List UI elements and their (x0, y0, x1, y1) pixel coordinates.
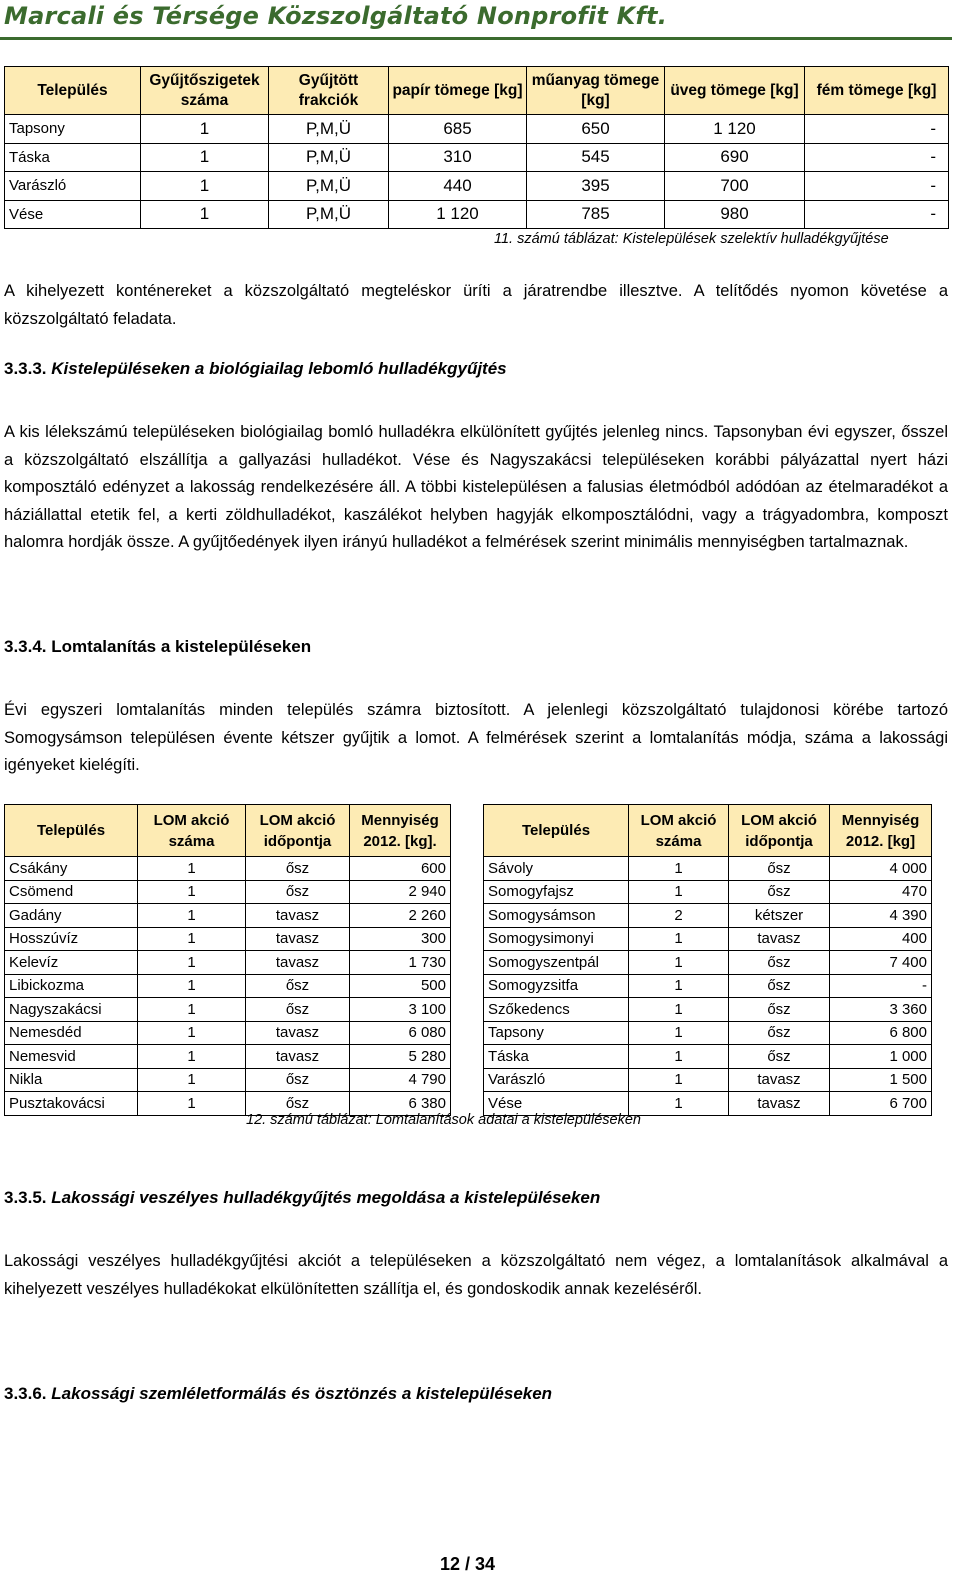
table-row (5, 1021, 451, 1045)
table-cell: 690 (665, 143, 805, 172)
table-cell: 1 (138, 1021, 246, 1045)
paragraph-bulky-waste: Évi egyszeri lomtalanítás minden település számra biztosított. A jelenlegi közszolgáltató tulajdonosi körébe tartozó Somogysámson településen évente kétszer gyűjtik a lomot. A felmérések szerint a lomtalanítás módja, száma a lakossági igényeket kielégíti. (4, 701, 948, 774)
table-cell: 1 (629, 1021, 729, 1045)
table-cell: 1 (141, 172, 269, 201)
table-cell: ősz (729, 974, 830, 998)
table-cell: 1 120 (389, 200, 527, 229)
table-cell: 300 (350, 927, 451, 951)
table-cell: P,M,Ü (269, 143, 389, 172)
column-header: Település (484, 805, 629, 857)
table-cell: 6 380 (350, 1092, 451, 1116)
table-cell: Somogyszentpál (484, 951, 629, 975)
table-cell: 2 (629, 904, 729, 928)
table-cell: 1 (629, 1045, 729, 1069)
table-cell: 6 080 (350, 1021, 451, 1045)
section-number: 3.3.5. (4, 1188, 47, 1207)
table-cell: Varászló (5, 172, 141, 201)
table-row (5, 1068, 451, 1092)
table-cell: 6 700 (830, 1092, 932, 1116)
table-cell: ősz (246, 998, 350, 1022)
table-cell: Gadány (5, 904, 138, 928)
table-caption: 11. számú táblázat: Kistelepülések szelektív hulladékgyűjtése (494, 231, 889, 247)
table-cell: Varászló (484, 1068, 629, 1092)
table-cell: Nikla (5, 1068, 138, 1092)
section-number: 3.3.4. (4, 637, 47, 656)
table-cell: 1 (629, 951, 729, 975)
table-cell: 1 000 (830, 1045, 932, 1069)
table-header-row (484, 805, 932, 857)
selective-collection-table (4, 66, 949, 229)
table-cell: 440 (389, 172, 527, 201)
table-cell: 1 120 (665, 115, 805, 144)
section-number: 3.3.3. (4, 359, 47, 378)
table-cell: Somogysimonyi (484, 927, 629, 951)
table-cell: tavasz (246, 904, 350, 928)
table-row (5, 172, 949, 201)
page-number: 12 / 34 (440, 1554, 496, 1574)
table-cell: ősz (729, 857, 830, 881)
table-cell: Vése (484, 1092, 629, 1116)
table-cell: 1 (629, 998, 729, 1022)
table-cell: Táska (484, 1045, 629, 1069)
table-cell: 1 (138, 951, 246, 975)
table-cell: 1 (138, 998, 246, 1022)
table-cell: 600 (350, 857, 451, 881)
table-cell: 545 (527, 143, 665, 172)
table-row (484, 904, 932, 928)
table-row (5, 115, 949, 144)
table-cell: 500 (350, 974, 451, 998)
table-cell: Nagyszakácsi (5, 998, 138, 1022)
section-title: Lomtalanítás a kistelepüléseken (51, 637, 312, 656)
table-cell: P,M,Ü (269, 172, 389, 201)
table-cell: 1 (141, 143, 269, 172)
table-row (484, 927, 932, 951)
table-row (484, 857, 932, 881)
table-cell: 4 000 (830, 857, 932, 881)
table-cell: kétszer (729, 904, 830, 928)
table-cell: 980 (665, 200, 805, 229)
table-header-row (5, 67, 949, 115)
table-cell: Vése (5, 200, 141, 229)
table-cell: 785 (527, 200, 665, 229)
table-cell: tavasz (729, 927, 830, 951)
table-cell: Somogysámson (484, 904, 629, 928)
table-row (484, 1068, 932, 1092)
column-header: LOM akció száma (629, 805, 729, 857)
table-cell: 1 730 (350, 951, 451, 975)
table-cell: ősz (246, 974, 350, 998)
table-cell: tavasz (246, 1045, 350, 1069)
table-cell: Pusztakovácsi (5, 1092, 138, 1116)
paragraph-hazardous: Lakossági veszélyes hulladékgyűjtési akciót a településeken a közszolgáltató nem végez, a lomtalanítások alkalmával a kihelyezett veszélyes hulladékokat elkülönítetten szállítja el, és gondoskodik annak kezeléséről. (4, 1252, 948, 1298)
table-row (5, 1045, 451, 1069)
table-cell: P,M,Ü (269, 200, 389, 229)
page-header-title: Marcali és Térsége Közszolgáltató Nonprofit Kft. (4, 2, 668, 30)
table-row (484, 1021, 932, 1045)
table-cell: tavasz (246, 927, 350, 951)
table-row (5, 857, 451, 881)
table-cell: - (830, 974, 932, 998)
table-cell: Nemesvid (5, 1045, 138, 1069)
table-cell: Csömend (5, 880, 138, 904)
table-cell: - (805, 143, 949, 172)
table-cell: 1 (629, 974, 729, 998)
column-header: Település (5, 67, 141, 115)
column-header: műanyag tömege [kg] (527, 67, 665, 115)
table-row (5, 974, 451, 998)
table-cell: 395 (527, 172, 665, 201)
column-header: Mennyiség 2012. [kg] (830, 805, 932, 857)
table-cell: 1 (138, 904, 246, 928)
table-row (5, 998, 451, 1022)
table-cell: ősz (729, 880, 830, 904)
paragraph-container-emptying: A kihelyezett konténereket a közszolgáltató megteléskor üríti a járatrendbe illesztve. A telítődés nyomon követése a közszolgáltató feladata. (4, 282, 948, 328)
column-header: Település (5, 805, 138, 857)
table-cell: 700 (665, 172, 805, 201)
table-cell: ősz (246, 1092, 350, 1116)
table-row (5, 927, 451, 951)
table-cell: 1 500 (830, 1068, 932, 1092)
table-cell: 1 (141, 115, 269, 144)
table-cell: 1 (629, 927, 729, 951)
table-cell: - (805, 115, 949, 144)
section-heading-hazardous (4, 1188, 600, 1208)
table-cell: 5 280 (350, 1045, 451, 1069)
section-title: Lakossági veszélyes hulladékgyűjtés megoldása a kistelepüléseken (51, 1188, 601, 1207)
table-cell: 2 260 (350, 904, 451, 928)
table-row (5, 904, 451, 928)
table-cell: P,M,Ü (269, 115, 389, 144)
table-cell: 470 (830, 880, 932, 904)
table-cell: 1 (138, 974, 246, 998)
table-row (484, 974, 932, 998)
table-cell: 4 390 (830, 904, 932, 928)
table-cell: 6 800 (830, 1021, 932, 1045)
table-cell: ősz (729, 998, 830, 1022)
table-cell: 1 (138, 857, 246, 881)
table-row (484, 951, 932, 975)
column-header: LOM akció száma (138, 805, 246, 857)
table-cell: 1 (138, 1045, 246, 1069)
table-cell: Somogyfajsz (484, 880, 629, 904)
table-cell: tavasz (246, 951, 350, 975)
table-cell: 1 (138, 927, 246, 951)
table-cell: - (805, 172, 949, 201)
table-cell: 1 (138, 880, 246, 904)
table-cell: Hosszúvíz (5, 927, 138, 951)
table-cell: ősz (246, 857, 350, 881)
table-cell: ősz (729, 1045, 830, 1069)
table-cell: - (805, 200, 949, 229)
section-heading-awareness (4, 1384, 552, 1404)
table-cell: Somogyzsitfa (484, 974, 629, 998)
table-cell: tavasz (246, 1021, 350, 1045)
table-cell: 1 (629, 857, 729, 881)
column-header: LOM akció időpontja (246, 805, 350, 857)
table-cell: 2 940 (350, 880, 451, 904)
table-cell: Tapsony (5, 115, 141, 144)
table-cell: ősz (729, 1021, 830, 1045)
table-row (5, 880, 451, 904)
table-cell: 400 (830, 927, 932, 951)
column-header: LOM akció időpontja (729, 805, 830, 857)
column-header: üveg tömege [kg] (665, 67, 805, 115)
table-cell: Szőkedencs (484, 998, 629, 1022)
table-cell: ősz (246, 1068, 350, 1092)
table-cell: Sávoly (484, 857, 629, 881)
table-cell: 1 (629, 1068, 729, 1092)
table-cell: Libickozma (5, 974, 138, 998)
table-cell: tavasz (729, 1068, 830, 1092)
section-title: Kistelepüléseken a biológiailag lebomló hulladékgyűjtés (51, 359, 507, 378)
table-cell: 650 (527, 115, 665, 144)
table-cell: 1 (141, 200, 269, 229)
table-row (5, 200, 949, 229)
table-row (484, 998, 932, 1022)
table-cell: ősz (246, 880, 350, 904)
table-cell: 3 360 (830, 998, 932, 1022)
section-title: Lakossági szemléletformálás és ösztönzés a kistelepüléseken (51, 1384, 553, 1403)
table-cell: 685 (389, 115, 527, 144)
table-row (5, 951, 451, 975)
column-header: fém tömege [kg] (805, 67, 949, 115)
column-header: Gyűjtőszigetek száma (141, 67, 269, 115)
table-cell: Tapsony (484, 1021, 629, 1045)
table-cell: 4 790 (350, 1068, 451, 1092)
table-cell: ősz (729, 951, 830, 975)
table-cell: 1 (629, 880, 729, 904)
table-cell: Nemesdéd (5, 1021, 138, 1045)
section-heading-bulky-waste (4, 637, 311, 657)
table-cell: 1 (138, 1092, 246, 1116)
table-cell: tavasz (729, 1092, 830, 1116)
table-cell: Táska (5, 143, 141, 172)
column-header: Gyűjtött frakciók (269, 67, 389, 115)
table-cell: 3 100 (350, 998, 451, 1022)
paragraph-biodegradable: A kis lélekszámú településeken biológiailag bomló hulladékra elkülönített gyűjtés jelenleg nincs. Tapsonyban évi egyszer, ősszel a közszolgáltató elszállítja a gallyazási hulladékot. Vése és Nagyszakácsi településeken korábbi pályázattal nyert házi komposztáló edényzet a lakosság rendelkezésére áll. A többi kistelepülésen a falusias életmódból adódóan az ételmaradékot a háziállattal etetik fel, a kerti zöldhulladékot, kaszálékot helyben hagyják elkomposztálódni, vagy a trágyadombra, komposzt halomra hordják össze. A gyűjtőedények ilyen irányú hulladékot a felmérések szerint minimális mennyiségben tartalmaznak. (4, 423, 948, 551)
section-heading-biodegradable (4, 359, 507, 379)
table-row (484, 1045, 932, 1069)
bulky-waste-table-left (4, 804, 451, 1116)
table-row (484, 880, 932, 904)
table-cell: 310 (389, 143, 527, 172)
table-cell: Csákány (5, 857, 138, 881)
table-cell: 7 400 (830, 951, 932, 975)
column-header: Mennyiség 2012. [kg]. (350, 805, 451, 857)
header-divider (0, 37, 952, 40)
table-row (5, 143, 949, 172)
column-header: papír tömege [kg] (389, 67, 527, 115)
table-header-row (5, 805, 451, 857)
table-cell: Kelevíz (5, 951, 138, 975)
table-cell: 1 (138, 1068, 246, 1092)
section-number: 3.3.6. (4, 1384, 47, 1403)
table-caption: 12. számú táblázat: Lomtalanítások adatai a kistelepüléseken (246, 1112, 641, 1128)
bulky-waste-table-right (483, 804, 932, 1116)
table-cell: 1 (629, 1092, 729, 1116)
